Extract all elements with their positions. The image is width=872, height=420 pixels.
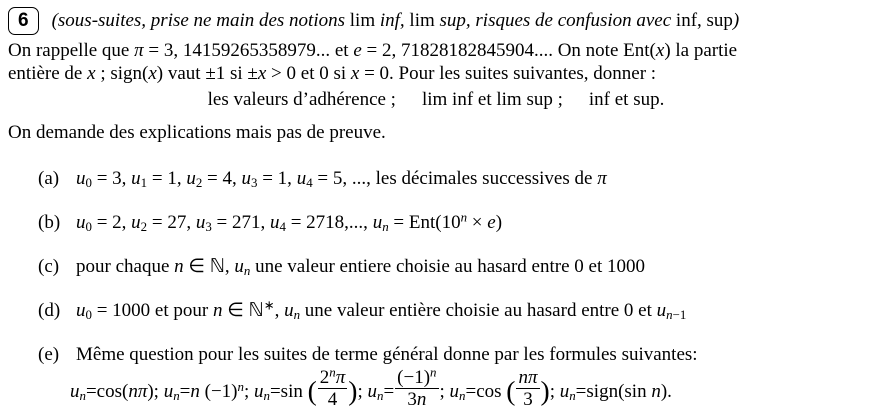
item-c-label: (c) <box>38 256 60 277</box>
item-b <box>38 210 864 235</box>
item-e <box>38 342 864 367</box>
item-b-text: $u_0 = 2$, $u_2 = 27$, $u_3 = 271$, $u_4 = 2718$,..., $u_n = Ent(10^n \times e)$ <box>76 209 503 234</box>
item-e-label: (e) <box>38 344 60 365</box>
item-a-text: $u_0 = 3$, $u_1 = 1$, $u_2 = 4$, $u_3 = 1$, $u_4 = 5$, ..., les décimales successives de π <box>76 168 607 190</box>
item-d-text: $u_0 = 1000$ et pour n ∈ ℕ∗, $u_n$ une valeur entière choisie au hasard entre 0 et $u_{n-1}$ <box>76 297 687 322</box>
item-e-text: Même question pour les suites de terme général donne par les formules suivantes: <box>76 344 698 365</box>
intro-line-2: entière de x ; sign(x) vaut ±1 si ±x > 0 et 0 si x = 0. Pour les suites suivantes, donner : <box>8 62 657 84</box>
items-list <box>8 166 864 367</box>
item-e-formulas: $u_n=\cos(n\pi)$; $u_n=n$ $(-1)^n$; $u_n=\sin$ ( $\frac{2^n\pi}{4}$ ); $u_n=$ $\frac{(-1)^n}{3n}$ ; $u_n=\cos$ ( $\frac{n\pi}{3}$ ); $u_n=sign(\sin$ n). <box>70 364 672 410</box>
note-line: On demande des explications mais pas de preuve. <box>8 122 386 143</box>
item-d <box>38 298 864 323</box>
item-c <box>38 254 864 279</box>
exercise-header <box>8 7 864 35</box>
item-a <box>38 166 864 191</box>
item-c-text: pour chaque n ∈ ℕ, $u_n$ une valeur entiere choisie au hasard entre 0 et 1000 <box>76 256 645 278</box>
item-d-label: (d) <box>38 300 61 321</box>
exercise-title: (sous-suites, prise ne main des notions lim inf, lim sup, risques de confusion avec inf, sup) <box>51 10 740 31</box>
exercise-number-box: 6 <box>8 7 39 35</box>
item-a-label: (a) <box>38 168 60 189</box>
centered-requirements: les valeurs d’adhérence ; lim inf et lim sup ; inf et sup. <box>207 89 665 110</box>
intro-line-1: On rappelle que π = 3, 14159265358979... et e = 2, 71828182845904.... On note Ent(x) la partie <box>8 40 738 61</box>
item-b-label: (b) <box>38 212 61 233</box>
